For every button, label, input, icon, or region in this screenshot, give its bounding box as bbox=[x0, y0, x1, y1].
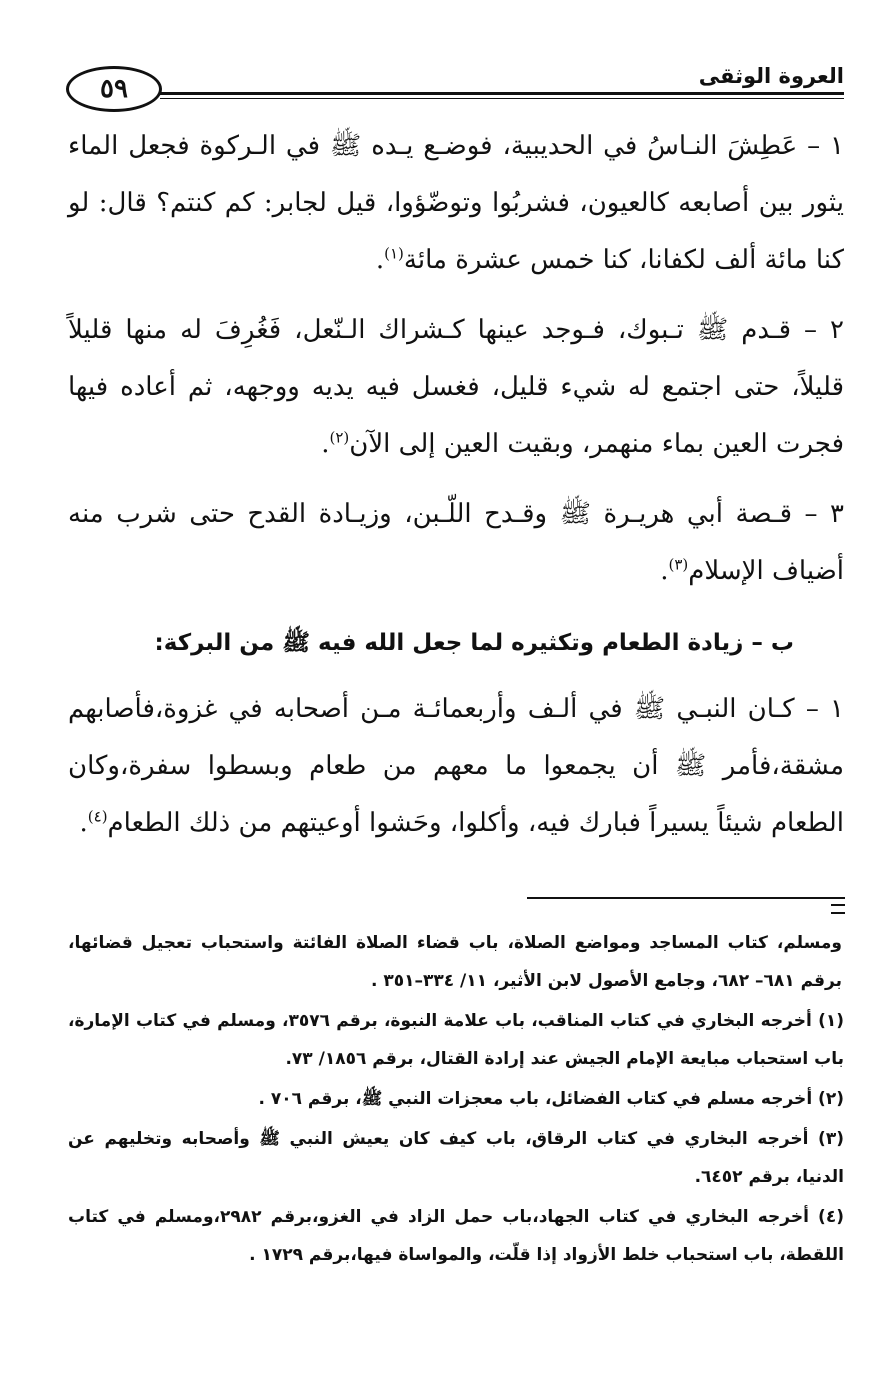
paragraph-1-text: ١ – عَطِشَ النـاسُ في الحديبية، فوضـع يـده ﷺ في الـركوة فجعل الماء يثور بين أصابعه كالعيون، فشربُوا وتوضّؤوا، قيل لجابر: كم كنتم؟ قال: لو كنا مائة ألف لكفانا، كنا خمس عشرة مائة bbox=[68, 131, 844, 275]
header-rule bbox=[160, 92, 844, 95]
footnote-ref-3: (٣) bbox=[668, 555, 689, 574]
main-text bbox=[68, 118, 844, 865]
paragraph-2 bbox=[68, 302, 844, 473]
footnote-ref-1: (١) bbox=[384, 244, 404, 263]
footnote-1: (١) أخرجه البخاري في كتاب المناقب، باب علامة النبوة، برقم ٣٥٧٦، ومسلم في كتاب الإمارة، باب استحباب مبايعة الإمام الجيش عند إرادة القتال، برقم ١٨٥٦/ ٧٣. bbox=[68, 1011, 845, 1069]
paragraph-4 bbox=[68, 681, 844, 852]
period: . bbox=[375, 245, 385, 275]
footnote-continuation: ومسلم، كتاب المساجد ومواضع الصلاة، باب قضاء الصلاة الفائتة واستحباب تعجيل قضائها، برقم ٦٨١– ٦٨٢، وجامع الأصول لابن الأثير، ١١/ ٣٣٤–٣٥١ . bbox=[68, 933, 842, 991]
page-header bbox=[66, 62, 844, 116]
paragraph-2-text: ٢ – قـدم ﷺ تـبوك، فـوجد عينها كـشراك الـنّعل، فَغُرِفَ له منها قليلاً قليلاً، حتى اجتمع له شيء قليل، فغسل فيه يديه ووجهه، ثم أعاده فيها فجرت العين بماء منهمر، وبقيت العين إلى الآن bbox=[68, 315, 844, 459]
footnotes bbox=[68, 924, 844, 1276]
paragraph-1 bbox=[68, 118, 844, 289]
book-title: العروة الوثقى bbox=[693, 64, 844, 88]
footnote-ref-4: (٤) bbox=[87, 807, 108, 826]
footnote-3: (٣) أخرجه البخاري في كتاب الرقاق، باب كيف كان يعيش النبي ﷺ وأصحابه وتخليهم عن الدنيا، برقم ٦٤٥٢. bbox=[68, 1129, 844, 1187]
header-rule-thin bbox=[160, 98, 844, 99]
period: . bbox=[79, 808, 88, 838]
paragraph-3-text: ٣ – قـصة أبي هريـرة ﷺ وقـدح اللّـبن، وزيـادة القدح حتى شرب منه أضياف الإسلام bbox=[68, 499, 844, 586]
footnote-ref-2: (٢) bbox=[329, 428, 350, 447]
section-subheading: ب – زيادة الطعام وتكثيره لما جعل الله فيه ﷺ من البركة: bbox=[154, 630, 794, 656]
paragraph-4-text: ١ – كـان النبـي ﷺ في ألـف وأربعمائـة مـن أصحابه في غزوة،فأصابهم مشقة،فأمر ﷺ أن يجمعوا ما معهم من طعام وبسطوا سفرة،وكان الطعام شيئاً يسيراً فبارك فيه، وأكلوا، وحَشوا أوعيتهم من ذلك الطعام bbox=[68, 694, 844, 838]
footnote-separator bbox=[527, 897, 845, 899]
paragraph-3 bbox=[68, 486, 844, 600]
continuation-mark bbox=[831, 904, 845, 914]
period: . bbox=[660, 556, 669, 586]
period: . bbox=[321, 429, 330, 459]
footnote-2: (٢) أخرجه مسلم في كتاب الفضائل، باب معجزات النبي ﷺ، برقم ٧٠٦ . bbox=[258, 1089, 844, 1109]
footnote-4: (٤) أخرجه البخاري في كتاب الجهاد،باب حمل الزاد في الغزو،برقم ٢٩٨٢،ومسلم في كتاب اللقطة، باب استحباب خلط الأزواد إذا قلّت، والمواساة فيها،برقم ١٧٢٩ . bbox=[68, 1207, 844, 1265]
page-number: ٥٩ bbox=[66, 66, 162, 112]
